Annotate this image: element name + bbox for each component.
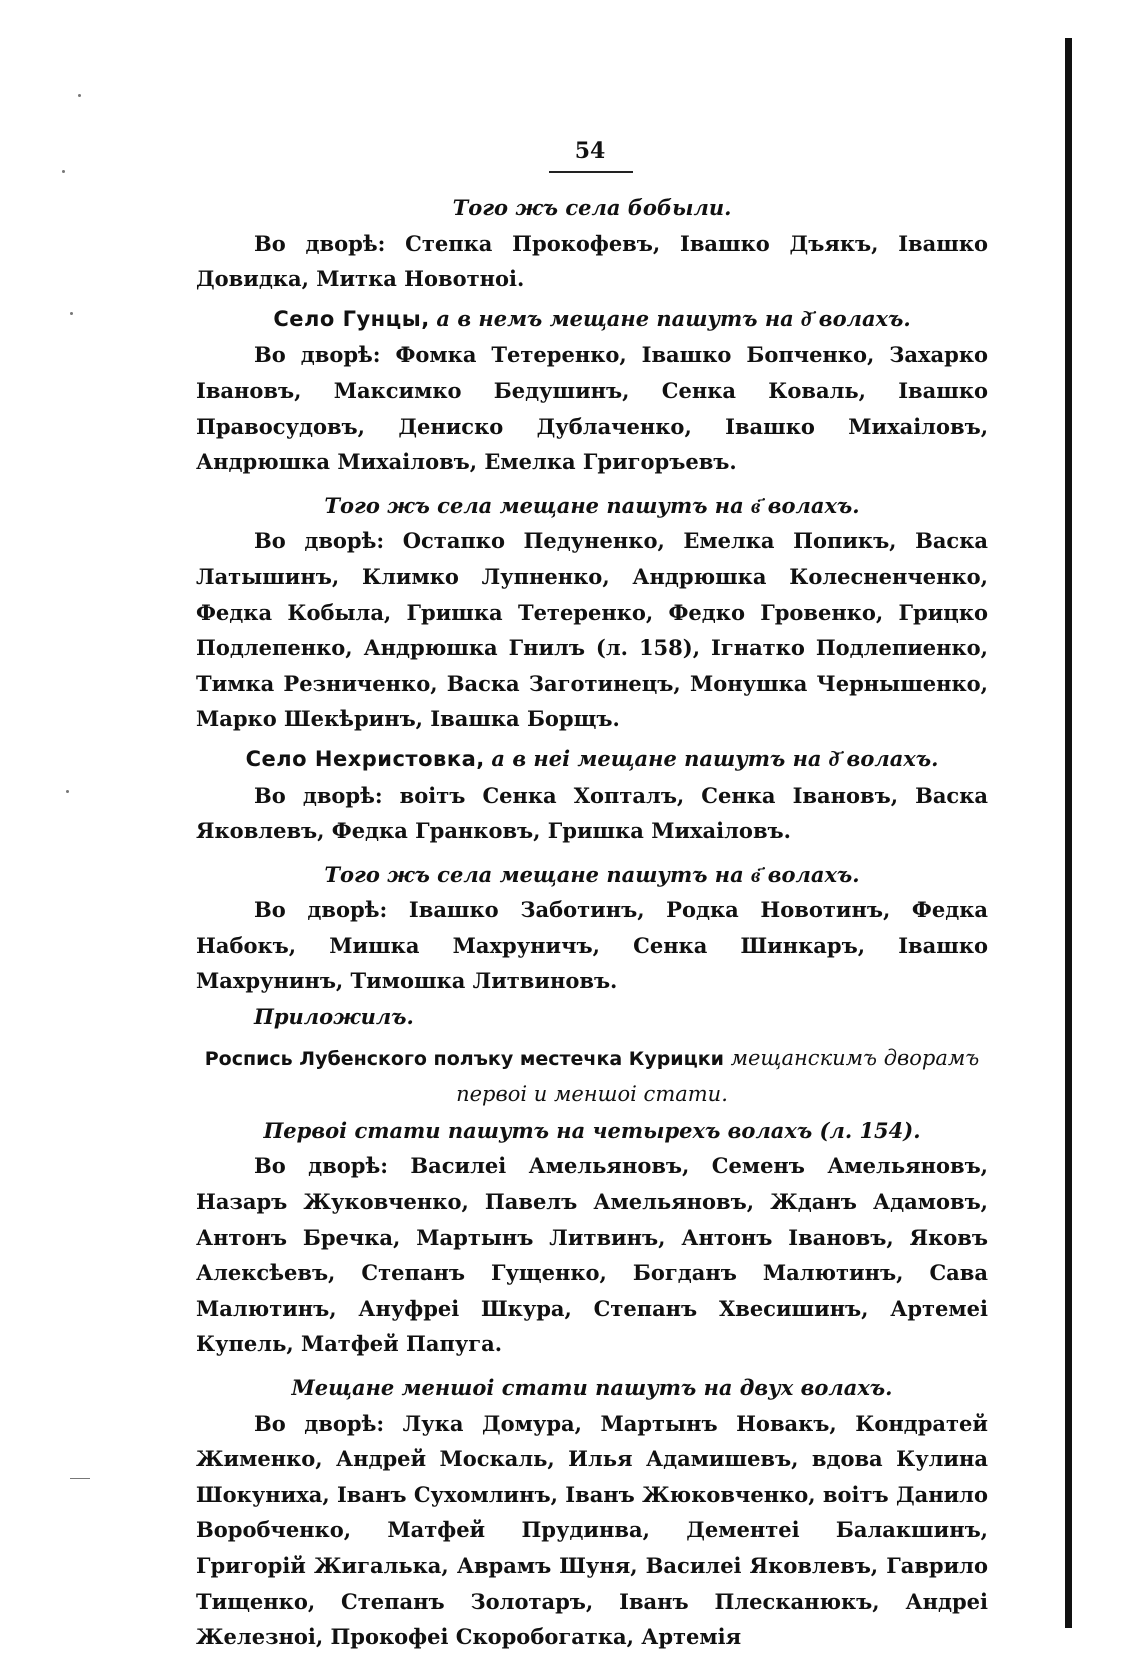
scan-speck — [66, 790, 69, 793]
section-heading: Того жъ села бобыли. — [452, 195, 732, 220]
scan-speck — [78, 94, 81, 97]
register-title-note: мещанскимъ дворамъ первоі и меншоі стати. — [456, 1045, 980, 1107]
page-body — [196, 190, 988, 1655]
section-heading: Мещане меншоі стати пашутъ на двух волахъ. — [291, 1375, 893, 1400]
village-heading — [196, 301, 988, 338]
village-name: Село Нехристовка, — [245, 746, 485, 771]
household-list: Во дворѣ: воітъ Сенка Хопталъ, Сенка Івановъ, Васка Яковлевъ, Федка Гранковъ, Гришка Михаіловъ. — [196, 782, 988, 844]
section-heading: Первоі стати пашутъ на четырехъ волахъ (л. 154). — [263, 1117, 921, 1143]
register-title — [196, 1041, 988, 1113]
page-number: 54 — [574, 138, 606, 164]
village-name: Село Гунцы, — [273, 306, 430, 331]
page-number-rule — [549, 171, 633, 173]
village-note: а в немъ мещане пашутъ на д҃ волахъ. — [436, 305, 911, 331]
scan-edge-bar — [1065, 38, 1072, 1628]
scan-speck — [70, 312, 73, 315]
section-heading: Того жъ села мещане пашутъ на в҃ волахъ. — [324, 861, 860, 887]
household-list: Во дворѣ: Василеі Амельяновъ, Семенъ Амельяновъ, Назаръ Жуковченко, Павелъ Амельяновъ, Жданъ Адамовъ, Антонъ Бречка, Мартынъ Литвинъ, Антонъ Івановъ, Яковъ Алексѣевъ, Степанъ Гущенко, Богданъ Малютинъ, Сава Малютинъ, Ануфреі Шкура, Степанъ Хвесишинъ, Артемеі Купель, Матфей Папуга. — [196, 1153, 988, 1357]
household-list: Во дворѣ: Лука Домура, Мартынъ Новакъ, Кондратей Жименко, Андрей Москаль, Илья Адамишевъ, вдова Кулина Шокуниха, Іванъ Сухомлинъ, Іванъ Жюковченко, воітъ Данило Воробченко, Матфей Прудинва, Дементеі Балакшинъ, Григорій Жигалька, Аврамъ Шуня, Василеі Яковлевъ, Гаврило Тищенко, Степанъ Золотаръ, Іванъ Плесканюкъ, Андреі Железноі, Прокофеі Скоробогатка, Артемія — [196, 1410, 988, 1650]
section-heading: Того жъ села мещане пашутъ на в҃ волахъ. — [324, 492, 860, 518]
household-list: Во дворѣ: Фомка Тетеренко, Івашко Бопченко, Захарко Івановъ, Максимко Бедушинъ, Сенка Коваль, Івашко Правосудовъ, Дениско Дублаченко, Івашко Михаіловъ, Андрюшка Михаіловъ, Емелка Григоръевъ. — [196, 342, 988, 475]
signature-note: Приложилъ. — [254, 1004, 414, 1030]
village-note: а в неі мещане пашутъ на д҃ волахъ. — [491, 745, 939, 771]
register-title-name: Роспись Лубенского полъку местечка Курицки — [204, 1047, 724, 1070]
village-heading — [196, 741, 988, 778]
household-list: Во дворѣ: Івашко Заботинъ, Родка Новотинъ, Федка Набокъ, Мишка Махруничъ, Сенка Шинкаръ, Івашко Махрунинъ, Тимошка Литвиновъ. — [196, 897, 988, 994]
household-list: Во дворѣ: Остапко Педуненко, Емелка Попикъ, Васка Латышинъ, Климко Лупненко, Андрюшка Колесненченко, Федка Кобыла, Гришка Тетеренко, Федко Гровенко, Грицко Подлепенко, Андрюшка Гнилъ (л. 158), Ігнатко Подлепиенко, Тимка Резниченко, Васка Заготинецъ, Монушка Чернышенко, Марко Шекѣринъ, Івашка Борщъ. — [196, 528, 988, 732]
household-list: Во дворѣ: Степка Прокофевъ, Івашко Дъякъ, Івашко Довидка, Митка Новотноі. — [196, 230, 988, 292]
scan-speck — [62, 170, 65, 173]
scan-margin-dash — [70, 1478, 90, 1479]
